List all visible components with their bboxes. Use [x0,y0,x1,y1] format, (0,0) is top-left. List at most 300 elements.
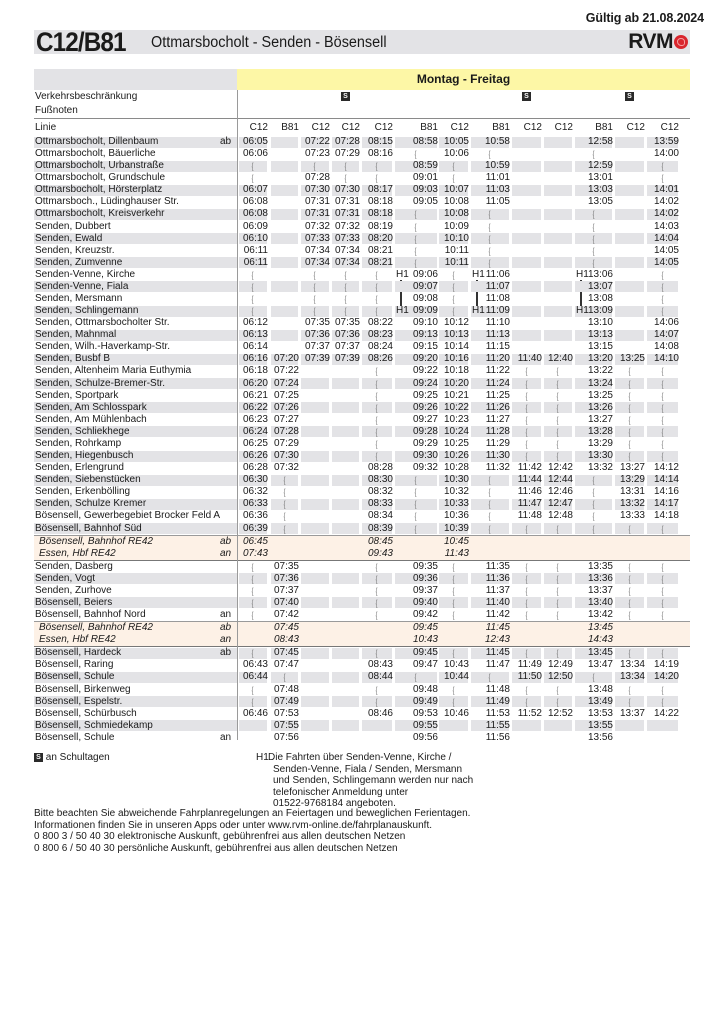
time-value: 13:31 [619,486,645,498]
time-value: 07:43 [242,547,268,559]
time-cell [574,414,613,426]
time-cell [438,498,469,510]
time-value: 09:29 [412,437,438,449]
cell-shade [332,475,359,486]
time-value: 06:22 [242,401,268,413]
cell-shade [512,185,541,196]
h1-marker: H1 [396,268,409,280]
time-cell [438,523,469,535]
time-value: 07:31 [304,196,330,208]
time-cell [238,257,268,269]
line-header: B81 [281,122,299,133]
time-value: 13:29 [587,437,613,449]
time-value: 09:56 [412,731,438,743]
time-cell [646,390,679,403]
cell-shade [615,137,644,148]
time-cell [361,257,393,269]
pass-through-icon: { [525,378,528,389]
cell-shade [301,402,329,413]
pass-through-icon: { [557,648,559,659]
pass-through-icon: { [661,523,664,534]
pass-through-icon: { [557,438,559,449]
time-cells [238,486,690,498]
school-footnote [34,752,110,764]
time-cell [470,233,510,246]
time-cell [511,523,542,536]
time-cell [361,414,393,427]
time-cell [511,647,542,660]
timetable-row [34,462,690,474]
time-value: 08:18 [367,208,393,220]
time-cell [238,561,268,574]
time-value: 09:25 [412,389,438,401]
time-cell [470,317,510,329]
time-cell [574,390,613,402]
time-cells [238,536,690,548]
time-value: 09:47 [412,659,438,671]
time-cell [511,696,542,709]
time-cell [394,523,438,536]
timetable-row [34,293,690,305]
pass-through-icon: { [376,402,378,413]
time-value: 07:28 [304,172,330,184]
time-cell [438,561,469,574]
time-cell [438,329,469,341]
cell-shade [512,161,541,172]
time-cell [470,498,510,511]
stop-name: Bösensell, Bahnhof RE42 [39,535,153,547]
time-value: 09:13 [412,329,438,341]
time-cell [394,329,438,341]
stop-name: Ottmarsbocholt, Dillenbaum [35,136,159,147]
timetable-row [34,720,690,732]
time-cell [438,317,469,329]
time-cell [300,136,330,148]
pass-through-icon: { [376,610,378,621]
time-value: 11:37 [485,584,510,596]
pass-through-icon: { [661,414,664,425]
timetable-row [34,245,690,257]
timetable-row [34,281,690,293]
time-value: 10:23 [443,413,469,425]
pass-through-icon: { [489,511,491,522]
timetable-row [34,708,690,720]
time-value: 09:15 [412,341,438,353]
time-cell [361,671,393,683]
pass-through-icon: { [628,696,631,707]
pass-through-icon: { [252,294,254,305]
time-cell [470,378,510,390]
time-value: 06:11 [243,256,268,268]
time-value: 08:30 [367,474,393,486]
time-cell [574,498,613,511]
time-cell [470,708,510,720]
time-value: 07:24 [273,377,299,389]
time-value: 10:10 [443,232,469,244]
time-cells [238,172,690,184]
phone-electronic: 0 800 3 / 50 40 30 elektronische Auskunft, gebührenfrei aus allen deutschen Netzen [34,831,406,842]
stop-name: Ottmarsbocholt, Grundschule [35,172,166,184]
time-cell [361,136,393,148]
time-cell [646,414,679,427]
time-cell [614,378,645,391]
pass-through-icon: { [661,451,664,462]
time-cell [470,659,510,671]
time-cell [543,659,573,671]
timetable-row [34,365,690,377]
time-value: 11:09 [485,305,510,317]
time-cell [543,708,573,720]
time-cell [394,634,438,646]
time-cell [511,426,542,439]
time-value: 13:32 [619,498,645,510]
time-cell [361,536,393,548]
time-cell [543,684,573,697]
time-cell [331,184,360,196]
footnote-row [34,104,690,118]
time-value: 14:22 [653,707,679,719]
cell-shade [332,597,359,608]
time-value: 07:34 [334,256,360,268]
time-cell [646,317,679,329]
stop-name: Senden, Rohrkamp [35,437,122,449]
time-cell [543,353,573,365]
time-cell [361,548,393,560]
time-cell [543,426,573,439]
timetable-row [34,148,690,160]
time-cells [238,548,690,560]
time-cell [361,486,393,498]
time-cell [574,609,613,621]
pass-through-icon: { [415,233,417,244]
pass-through-icon: { [376,648,378,659]
cell-shade [301,378,329,389]
time-value: 11:06 [485,268,510,280]
time-cells [238,573,690,585]
time-value: 11:24 [485,377,510,389]
time-cell [511,486,542,498]
line-header: B81 [492,122,510,133]
time-cell [300,160,330,173]
time-cell [614,486,645,498]
time-value: 11:03 [485,184,510,196]
restriction-label: Verkehrsbeschränkung [35,91,138,102]
time-cell [614,414,645,427]
time-value: 10:44 [443,671,469,683]
time-value: 10:11 [444,256,469,268]
pass-through-icon: { [661,573,664,584]
timetable-row [34,329,690,341]
cell-shade [512,209,541,220]
time-cell [361,390,393,403]
line-header: C12 [554,122,573,133]
time-cell [238,486,268,498]
time-value: 07:34 [334,244,360,256]
time-value: 13:36 [587,572,613,584]
time-value: 13:53 [587,707,613,719]
time-cell [394,732,438,744]
time-cell [574,573,613,585]
stop-name: Senden, Ottmarsbocholter Str. [35,317,170,329]
cell-shade [332,648,359,659]
time-value: 07:35 [334,317,360,329]
h1-footnote [256,752,473,810]
time-cell [270,462,299,474]
time-value: 11:42 [485,609,510,621]
time-cell [394,160,438,172]
stop-name: Senden, Kreuzstr. [35,244,115,256]
column-separator [237,90,238,740]
time-cell [361,462,393,474]
time-cell [394,257,438,270]
timetable-row [34,523,690,535]
cell-shade [271,330,298,341]
time-cell [361,317,393,329]
cell-shade [362,720,392,731]
time-value: 11:45 [485,647,510,659]
timetable-row [34,486,690,498]
time-value: 06:23 [242,413,268,425]
time-value: 07:34 [304,256,330,268]
time-cell [300,208,330,220]
restriction-cell [238,90,268,104]
time-cell [331,305,360,318]
time-value: 11:52 [517,707,542,719]
time-value: 08:33 [367,498,393,510]
time-value: 11:45 [485,622,510,634]
time-cell [646,184,679,196]
time-value: 07:47 [273,659,299,671]
holiday-note-line: Bitte beachten Sie abweichende Fahrplanregelungen an Feiertagen und beweglichen Ferientagen. [34,808,471,819]
time-value: 11:49 [485,695,510,707]
time-value: 09:48 [412,683,438,695]
arrival-departure-marker: ab [220,622,232,634]
time-value: 09:45 [412,622,438,634]
pass-through-icon: { [557,585,559,596]
time-cell [470,257,510,270]
time-cell [574,696,613,708]
pass-through-icon: { [415,672,417,683]
time-cell [614,573,645,586]
time-value: 11:26 [485,401,510,413]
time-value: 07:37 [273,584,299,596]
time-cell [614,510,645,522]
stop-name: Senden, Vogt [35,572,96,584]
time-cell [511,402,542,415]
cell-shade [615,185,644,196]
time-cell [438,305,469,318]
time-value: 11:15 [485,341,510,353]
time-cell [511,609,542,622]
line-header-cells [238,119,690,136]
time-value: 07:25 [273,389,299,401]
restriction-cells [238,90,690,104]
time-cell [574,317,613,329]
time-value: 09:07 [412,280,438,292]
time-value: 08:24 [367,341,393,353]
time-value: 09:06 [412,268,438,280]
pass-through-icon: { [415,149,417,160]
header-top [34,69,690,90]
time-cells [238,414,690,426]
time-value: 09:30 [412,450,438,462]
time-cell [543,510,573,522]
time-cell [470,634,510,646]
time-cell [646,136,679,148]
time-value: 14:04 [653,232,679,244]
time-value: 06:24 [242,425,268,437]
pass-through-icon: { [628,523,631,534]
cell-shade [271,137,298,148]
time-cell [511,462,542,474]
time-cell [331,353,360,365]
time-cell [543,573,573,586]
cell-shade [332,696,359,707]
pass-through-icon: { [661,561,664,572]
pass-through-icon: { [376,561,378,572]
time-cell [331,293,360,306]
time-cell [238,269,268,282]
time-cell [574,257,613,270]
stop-name: Bösensell, Bahnhof RE42 [39,622,153,634]
time-value: 14:08 [653,341,679,353]
pass-through-icon: { [525,390,528,401]
timetable-row [34,561,690,573]
pass-through-icon: { [525,597,528,608]
time-cell [574,172,613,184]
time-cell [331,269,360,282]
time-cell [300,184,330,196]
time-cell [270,474,299,487]
time-cell [646,172,679,185]
time-value: 12:59 [587,160,613,172]
time-value: 10:30 [443,474,469,486]
time-cell [511,659,542,671]
time-value: 12:47 [547,498,573,510]
time-value: 09:08 [412,293,438,305]
time-cell [646,160,679,173]
h1-marker: H1 [576,305,589,317]
time-value: 10:58 [484,136,510,147]
time-cell [238,426,268,438]
time-value: 07:36 [334,329,360,341]
time-value: 11:28 [485,425,510,437]
arrival-departure-marker: an [220,634,232,646]
timetable-row [34,341,690,353]
cell-shade [271,306,298,317]
time-value: 11:48 [485,683,510,695]
cell-shade [512,281,541,292]
time-cell [646,402,679,415]
time-value: 13:15 [587,341,613,353]
pass-through-icon: { [489,499,491,510]
time-cells [238,622,690,634]
time-value: 06:30 [242,474,268,486]
time-cell [438,136,469,148]
time-cell [361,329,393,341]
time-cells [238,498,690,510]
pass-through-icon: { [557,684,559,695]
time-cell [574,561,613,573]
time-cell [574,622,613,634]
cell-shade [301,597,329,608]
time-value: 07:48 [273,683,299,695]
timetable-row [34,474,690,486]
pass-through-icon: { [628,451,631,462]
time-cell [470,671,510,684]
time-cell [361,684,393,697]
arrival-departure-marker: an [220,731,232,743]
time-cell [470,585,510,597]
cell-shade [271,281,298,292]
time-cell [438,365,469,377]
stop-name: Senden, Busbf B [35,353,111,365]
time-cell [331,257,360,269]
time-cell [574,378,613,390]
time-cell [511,365,542,378]
pass-through-icon: { [628,378,631,389]
time-value: 06:25 [242,437,268,449]
time-cell [238,208,268,220]
time-cell [543,696,573,709]
time-value: 11:36 [485,572,510,584]
pass-through-icon: { [557,414,559,425]
time-cell [238,510,268,522]
pass-through-icon: { [452,269,455,280]
time-cell [238,585,268,598]
time-cell [361,233,393,245]
time-value: 10:25 [443,437,469,449]
pass-through-icon: { [525,451,528,462]
time-value: 11:40 [485,596,510,608]
time-cell [238,609,268,622]
time-cell [438,221,469,233]
time-cell [270,708,299,720]
time-cell [438,659,469,671]
time-cell [394,708,438,720]
time-cell [511,573,542,586]
time-cells [238,257,690,269]
cell-shade [332,499,359,510]
time-value: 07:27 [273,413,299,425]
stop-name: Bösensell, Schule [35,731,115,743]
time-cell [543,438,573,451]
time-cell [331,341,360,353]
time-cell [361,402,393,415]
timetable-row [34,136,690,148]
time-value: 10:46 [443,707,469,719]
school-badge-icon: S [522,92,531,101]
time-cell [646,293,679,306]
pass-through-icon: { [628,573,631,584]
timetable-row [34,609,690,621]
time-cell [646,684,679,697]
pass-through-icon: { [376,161,378,172]
time-value: 14:05 [653,256,679,268]
time-cell [394,597,438,609]
time-cell [394,510,438,523]
time-value: 11:50 [517,671,542,683]
pass-through-icon: { [592,209,595,220]
time-cell [394,426,438,438]
time-value: 11:08 [485,293,510,305]
line-code: C12/B81 [36,27,126,57]
time-cell [646,498,679,510]
stop-name: Senden, Dasberg [35,560,113,572]
time-cell [438,378,469,390]
time-cell [361,221,393,233]
time-cell [574,221,613,234]
